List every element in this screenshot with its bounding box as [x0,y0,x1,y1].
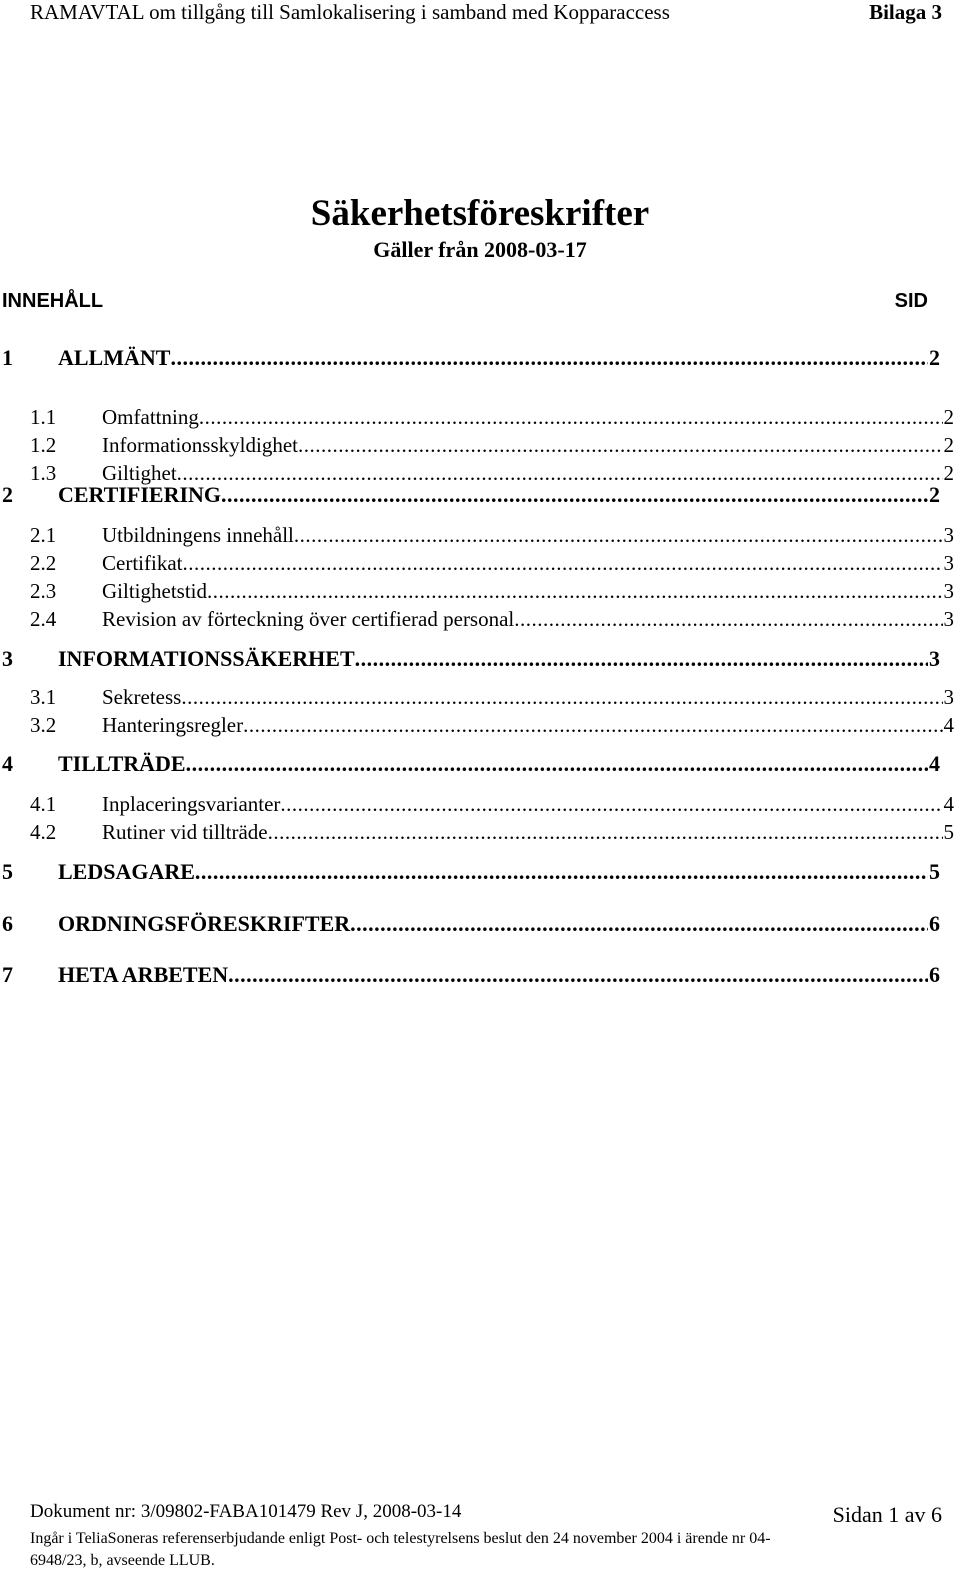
toc-dot-leader [355,646,928,672]
toc-entry-label: HETA ARBETEN [58,962,229,987]
document-title: Säkerhetsföreskrifter [310,193,650,234]
toc-entry[interactable] [2,482,940,508]
toc-entry-label: Giltighet [102,461,177,485]
toc-heading-page: SID [894,290,928,312]
toc-entry-number: 2 [2,482,13,507]
page-footer [30,1500,942,1572]
toc-entry-number: 5 [2,859,13,884]
toc-entry-number: 4.2 [30,820,57,844]
toc-dot-leader [268,819,943,845]
toc-entry[interactable] [30,578,954,604]
toc-entry[interactable] [2,859,940,885]
header-appendix-label: Bilaga 3 [869,0,942,24]
toc-dot-leader [294,522,943,548]
toc-dot-leader [170,345,928,371]
toc-entry[interactable] [2,646,940,672]
toc-entry-number: 1 [2,345,13,370]
toc-entry-number: 3.2 [30,713,57,737]
toc-heading-contents: INNEHÅLL [2,290,104,312]
toc-entry-page: 2 [943,405,954,429]
toc-dot-leader [298,432,943,458]
toc-entry-number: 1.2 [30,433,57,457]
toc-entry-label: TILLTRÄDE [58,751,186,776]
toc-dot-leader [280,791,942,817]
toc-entry-number: 2.3 [30,579,57,603]
toc-entry-page: 6 [929,911,940,936]
toc-dot-leader [207,578,943,604]
toc-entry-page: 5 [943,820,954,844]
toc-entry-page: 2 [943,433,954,457]
toc-entry[interactable] [30,606,954,632]
toc-entry-label: CERTIFIERING [58,482,222,507]
toc-entry-page: 3 [943,685,954,709]
toc-dot-leader [199,404,943,430]
toc-dot-leader [243,712,942,738]
toc-dot-leader [228,962,928,988]
toc-entry-page: 4 [943,713,954,737]
toc-entry-label: Informationsskyldighet [102,433,298,457]
toc-entry-number: 4.1 [30,792,57,816]
toc-entry[interactable] [30,684,954,710]
toc-entry[interactable] [30,550,954,576]
toc-entry-page: 4 [943,792,954,816]
toc-entry-number: 1.3 [30,461,57,485]
toc-entry[interactable] [2,751,940,777]
toc-entry-page: 3 [943,579,954,603]
footer-document-number: Dokument nr: 3/09802-FABA101479 Rev J, 2008-03-14 [30,1501,462,1522]
toc-entry[interactable] [2,911,940,937]
toc-entry-label: INFORMATIONSSÄKERHET [58,646,355,671]
toc-entry-page: 2 [929,345,940,370]
toc-entry[interactable] [30,819,954,845]
toc-entry-number: 2.2 [30,551,57,575]
toc-entry-page: 4 [929,751,940,776]
toc-entry[interactable] [30,522,954,548]
footer-page-number: Sidan 1 av 6 [832,1502,942,1527]
toc-entry[interactable] [30,791,954,817]
toc-entry-label: Hanteringsregler [102,713,244,737]
toc-entry-page: 2 [943,461,954,485]
toc-entry-page: 3 [943,607,954,631]
toc-entry-page: 3 [929,646,940,671]
toc-entry-number: 1.1 [30,405,57,429]
toc-dot-leader [182,550,942,576]
toc-entry-label: LEDSAGARE [58,859,195,884]
toc-entry-label: ALLMÄNT [58,345,171,370]
toc-entry-number: 6 [2,911,13,936]
toc-entry-number: 4 [2,751,13,776]
toc-entry-label: ORDNINGSFÖRESKRIFTER [58,911,351,936]
toc-entry-label: Sekretess [102,685,182,709]
toc-entry[interactable] [30,404,954,430]
toc-entry[interactable] [2,962,940,988]
toc-entry-label: Omfattning [102,405,199,429]
toc-entry[interactable] [2,345,940,371]
toc-entry-page: 3 [943,551,954,575]
toc-dot-leader [195,859,928,885]
document-subtitle: Gäller från 2008-03-17 [373,237,587,262]
toc-entry-label: Rutiner vid tillträde [102,820,268,844]
toc-entry-label: Utbildningens innehåll [102,523,294,547]
toc-dot-leader [186,751,928,777]
toc-entry-label: Revision av förteckning över certifierad personal [102,607,515,631]
toc-entry-page: 2 [929,482,940,507]
toc-entry-page: 5 [929,859,940,884]
footer-note: Ingår i TeliaSoneras referenserbjudande enligt Post- och telestyrelsens beslut den 24 november 2004 i ärende nr 04-6948/23, b, avseende LLUB. [30,1530,771,1569]
toc-entry-number: 3.1 [30,685,57,709]
toc-dot-leader [181,684,942,710]
toc-entry-page: 6 [929,962,940,987]
toc-entry-number: 2.4 [30,607,57,631]
toc-entry-label: Inplaceringsvarianter [102,792,281,816]
toc-dot-leader [514,606,942,632]
toc-entry[interactable] [30,432,954,458]
toc-dot-leader [221,482,928,508]
toc-entry[interactable] [30,712,954,738]
toc-entry-label: Giltighetstid [102,579,207,603]
toc-entry-number: 2.1 [30,523,57,547]
toc-entry-page: 3 [943,523,954,547]
toc-dot-leader [350,911,928,937]
toc-entry-number: 3 [2,646,13,671]
toc-entry-label: Certifikat [102,551,183,575]
toc-entry-number: 7 [2,962,13,987]
header-agreement-title: RAMAVTAL om tillgång till Samlokalisering i samband med Kopparaccess [30,0,670,24]
